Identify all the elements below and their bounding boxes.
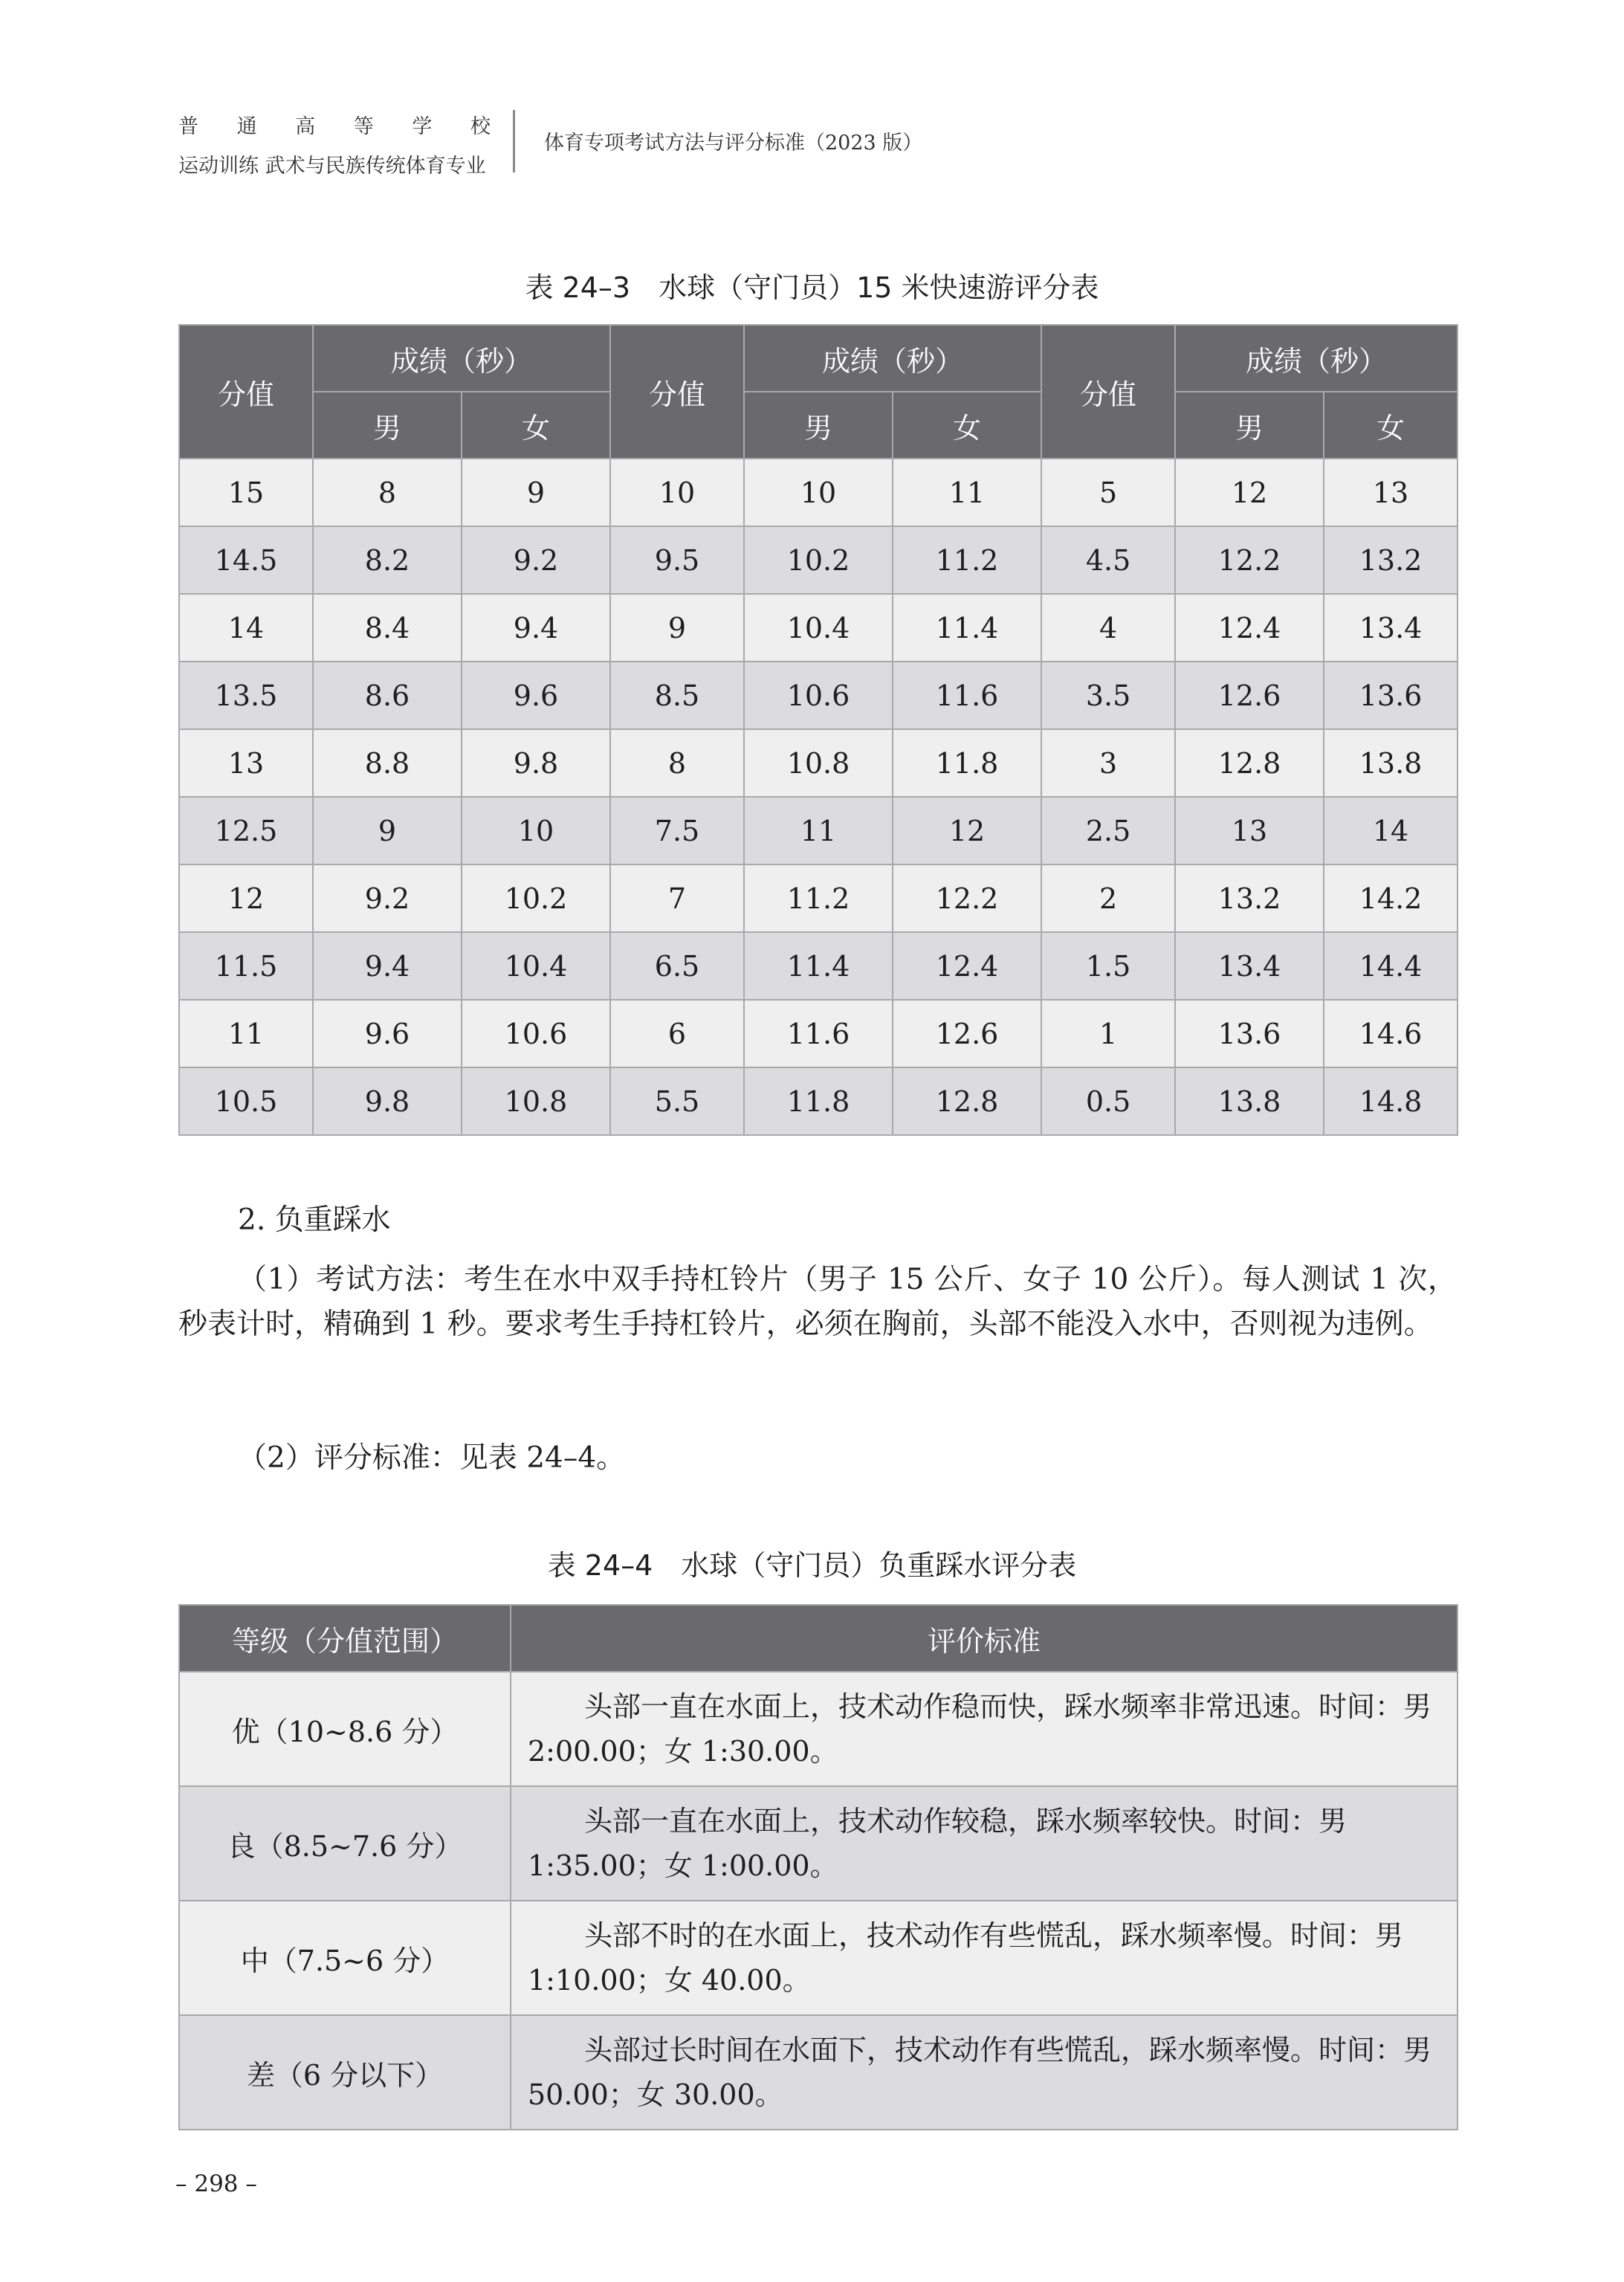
female-time-cell: 9 (462, 459, 610, 526)
score-cell: 4 (1041, 594, 1175, 662)
header-school-char: 高 (295, 115, 316, 138)
score-cell: 3.5 (1041, 662, 1175, 729)
grade-header: 等级（分值范围） (179, 1605, 511, 1672)
grade-cell: 差（6 分以下） (179, 2015, 511, 2130)
score-cell: 2 (1041, 864, 1175, 932)
section-title: 2. 负重踩水 (238, 1203, 391, 1237)
criteria-cell (511, 1901, 1458, 2015)
criteria-text: 头部一直在水面上，技术动作稳而快，踩水频率非常迅速。时间：男 2:00.00；女 1:30.00。 (528, 1690, 1432, 1768)
female-time-cell: 9.6 (462, 662, 610, 729)
score-header: 分值 (610, 325, 744, 459)
male-time-cell: 12 (1175, 459, 1324, 526)
female-time-cell: 9.4 (462, 594, 610, 662)
female-header: 女 (893, 392, 1041, 459)
criteria-header: 评价标准 (511, 1605, 1458, 1672)
score-header: 分值 (1041, 325, 1175, 459)
score-cell: 0.5 (1041, 1067, 1175, 1135)
grade-cell: 中（7.5~6 分） (179, 1901, 511, 2015)
female-time-cell: 12.8 (893, 1067, 1041, 1135)
male-time-cell: 10.4 (744, 594, 893, 662)
score-cell: 14 (179, 594, 313, 662)
page-number: – 298 – (175, 2171, 257, 2197)
female-time-cell: 12.6 (893, 1000, 1041, 1067)
table-row (179, 797, 1458, 864)
score-cell: 9.5 (610, 526, 744, 594)
male-time-cell: 8.8 (313, 729, 462, 797)
female-time-cell: 10 (462, 797, 610, 864)
female-time-cell: 12 (893, 797, 1041, 864)
score-cell: 2.5 (1041, 797, 1175, 864)
female-time-cell: 11 (893, 459, 1041, 526)
female-header: 女 (1324, 392, 1458, 459)
female-time-cell: 14.8 (1324, 1067, 1458, 1135)
header-school (178, 110, 491, 139)
table-24-3-caption: 表 24–3 水球（守门员）15 米快速游评分表 (525, 271, 1099, 304)
female-time-cell: 12.2 (893, 864, 1041, 932)
table-row (179, 729, 1458, 797)
score-header: 分值 (179, 325, 313, 459)
male-time-cell: 12.6 (1175, 662, 1324, 729)
male-time-cell: 10.2 (744, 526, 893, 594)
score-cell: 6.5 (610, 932, 744, 1000)
table-row (179, 1067, 1458, 1135)
score-cell: 11 (179, 1000, 313, 1067)
female-time-cell: 10.4 (462, 932, 610, 1000)
speed-swim-score-table (178, 324, 1458, 1136)
male-time-cell: 9.6 (313, 1000, 462, 1067)
header-book-title: 体育专项考试方法与评分标准（2023 版） (544, 132, 923, 155)
female-time-cell: 10.8 (462, 1067, 610, 1135)
header-school-char: 普 (178, 115, 198, 138)
female-time-cell: 9.2 (462, 526, 610, 594)
female-time-cell: 14.4 (1324, 932, 1458, 1000)
score-cell: 5.5 (610, 1067, 744, 1135)
male-time-cell: 12.2 (1175, 526, 1324, 594)
table-row (179, 932, 1458, 1000)
female-time-cell: 13 (1324, 459, 1458, 526)
male-time-cell: 10.6 (744, 662, 893, 729)
male-time-cell: 13.6 (1175, 1000, 1324, 1067)
criteria-cell (511, 1786, 1458, 1901)
weighted-treading-score-table (178, 1604, 1458, 2130)
male-time-cell: 8 (313, 459, 462, 526)
table-row (179, 1786, 1458, 1901)
criteria-cell (511, 2015, 1458, 2130)
male-time-cell: 8.2 (313, 526, 462, 594)
score-cell: 6 (610, 1000, 744, 1067)
table-row (179, 1901, 1458, 2015)
male-time-cell: 10 (744, 459, 893, 526)
table-24-4-caption: 表 24–4 水球（守门员）负重踩水评分表 (547, 1549, 1077, 1582)
female-time-cell: 14.2 (1324, 864, 1458, 932)
male-time-cell: 12.8 (1175, 729, 1324, 797)
female-time-cell: 11.4 (893, 594, 1041, 662)
score-cell: 7 (610, 864, 744, 932)
table-row (179, 1000, 1458, 1067)
male-header: 男 (1175, 392, 1324, 459)
male-time-cell: 13.4 (1175, 932, 1324, 1000)
score-cell: 7.5 (610, 797, 744, 864)
result-header: 成绩（秒） (744, 325, 1041, 392)
score-cell: 8.5 (610, 662, 744, 729)
result-header: 成绩（秒） (313, 325, 610, 392)
score-cell: 15 (179, 459, 313, 526)
score-cell: 1 (1041, 1000, 1175, 1067)
male-time-cell: 13.2 (1175, 864, 1324, 932)
header-school-char: 校 (470, 115, 491, 138)
male-time-cell: 8.6 (313, 662, 462, 729)
female-time-cell: 14.6 (1324, 1000, 1458, 1067)
female-time-cell: 14 (1324, 797, 1458, 864)
male-time-cell: 11.4 (744, 932, 893, 1000)
female-time-cell: 11.6 (893, 662, 1041, 729)
test-method-paragraph: （1）考试方法：考生在水中双手持杠铃片（男子 15 公斤、女子 10 公斤）。每人测试 1 次，秒表计时，精确到 1 秒。要求考生手持杠铃片，必须在胸前，头部不能没入水中，否则视为违例。 (178, 1263, 1457, 1341)
male-time-cell: 9 (313, 797, 462, 864)
female-time-cell: 10.2 (462, 864, 610, 932)
criteria-cell (511, 1672, 1458, 1786)
criteria-text: 头部一直在水面上，技术动作较稳，踩水频率较快。时间：男 1:35.00；女 1:00.00。 (528, 1805, 1348, 1882)
female-header: 女 (462, 392, 610, 459)
male-time-cell: 11.2 (744, 864, 893, 932)
table-row (179, 594, 1458, 662)
table-row (179, 2015, 1458, 2130)
female-time-cell: 13.4 (1324, 594, 1458, 662)
table-row (179, 459, 1458, 526)
header-school-char: 通 (236, 115, 257, 138)
male-time-cell: 9.8 (313, 1067, 462, 1135)
scoring-standard-paragraph: （2）评分标准：见表 24–4。 (238, 1441, 626, 1475)
male-time-cell: 10.8 (744, 729, 893, 797)
score-cell: 12 (179, 864, 313, 932)
male-header: 男 (744, 392, 893, 459)
male-time-cell: 12.4 (1175, 594, 1324, 662)
male-time-cell: 8.4 (313, 594, 462, 662)
female-time-cell: 13.2 (1324, 526, 1458, 594)
male-time-cell: 9.2 (313, 864, 462, 932)
header-school-char: 等 (353, 115, 374, 138)
female-time-cell: 10.6 (462, 1000, 610, 1067)
score-cell: 13.5 (179, 662, 313, 729)
table-row (179, 864, 1458, 932)
score-cell: 13 (179, 729, 313, 797)
female-time-cell: 13.8 (1324, 729, 1458, 797)
score-cell: 12.5 (179, 797, 313, 864)
criteria-text: 头部不时的在水面上，技术动作有些慌乱，踩水频率慢。时间：男 1:10.00；女 40.00。 (528, 1919, 1404, 1997)
header-divider (513, 110, 515, 172)
header-left (178, 110, 498, 178)
female-time-cell: 13.6 (1324, 662, 1458, 729)
criteria-text: 头部过长时间在水面下，技术动作有些慌乱，踩水频率慢。时间：男 50.00；女 30.00。 (528, 2034, 1432, 2111)
header-school-char: 学 (412, 115, 433, 138)
table-row (179, 662, 1458, 729)
score-cell: 1.5 (1041, 932, 1175, 1000)
male-header: 男 (313, 392, 462, 459)
male-time-cell: 13 (1175, 797, 1324, 864)
score-cell: 14.5 (179, 526, 313, 594)
male-time-cell: 11 (744, 797, 893, 864)
grade-cell: 优（10~8.6 分） (179, 1672, 511, 1786)
table-row (179, 1672, 1458, 1786)
female-time-cell: 11.2 (893, 526, 1041, 594)
female-time-cell: 12.4 (893, 932, 1041, 1000)
score-cell: 3 (1041, 729, 1175, 797)
score-cell: 8 (610, 729, 744, 797)
male-time-cell: 11.6 (744, 1000, 893, 1067)
result-header: 成绩（秒） (1175, 325, 1458, 392)
score-cell: 10.5 (179, 1067, 313, 1135)
grade-cell: 良（8.5~7.6 分） (179, 1786, 511, 1901)
score-cell: 11.5 (179, 932, 313, 1000)
table-row (179, 526, 1458, 594)
score-cell: 4.5 (1041, 526, 1175, 594)
female-time-cell: 11.8 (893, 729, 1041, 797)
score-cell: 5 (1041, 459, 1175, 526)
male-time-cell: 13.8 (1175, 1067, 1324, 1135)
female-time-cell: 9.8 (462, 729, 610, 797)
header-program: 运动训练 武术与民族传统体育专业 (178, 155, 486, 178)
male-time-cell: 11.8 (744, 1067, 893, 1135)
score-cell: 9 (610, 594, 744, 662)
male-time-cell: 9.4 (313, 932, 462, 1000)
score-cell: 10 (610, 459, 744, 526)
